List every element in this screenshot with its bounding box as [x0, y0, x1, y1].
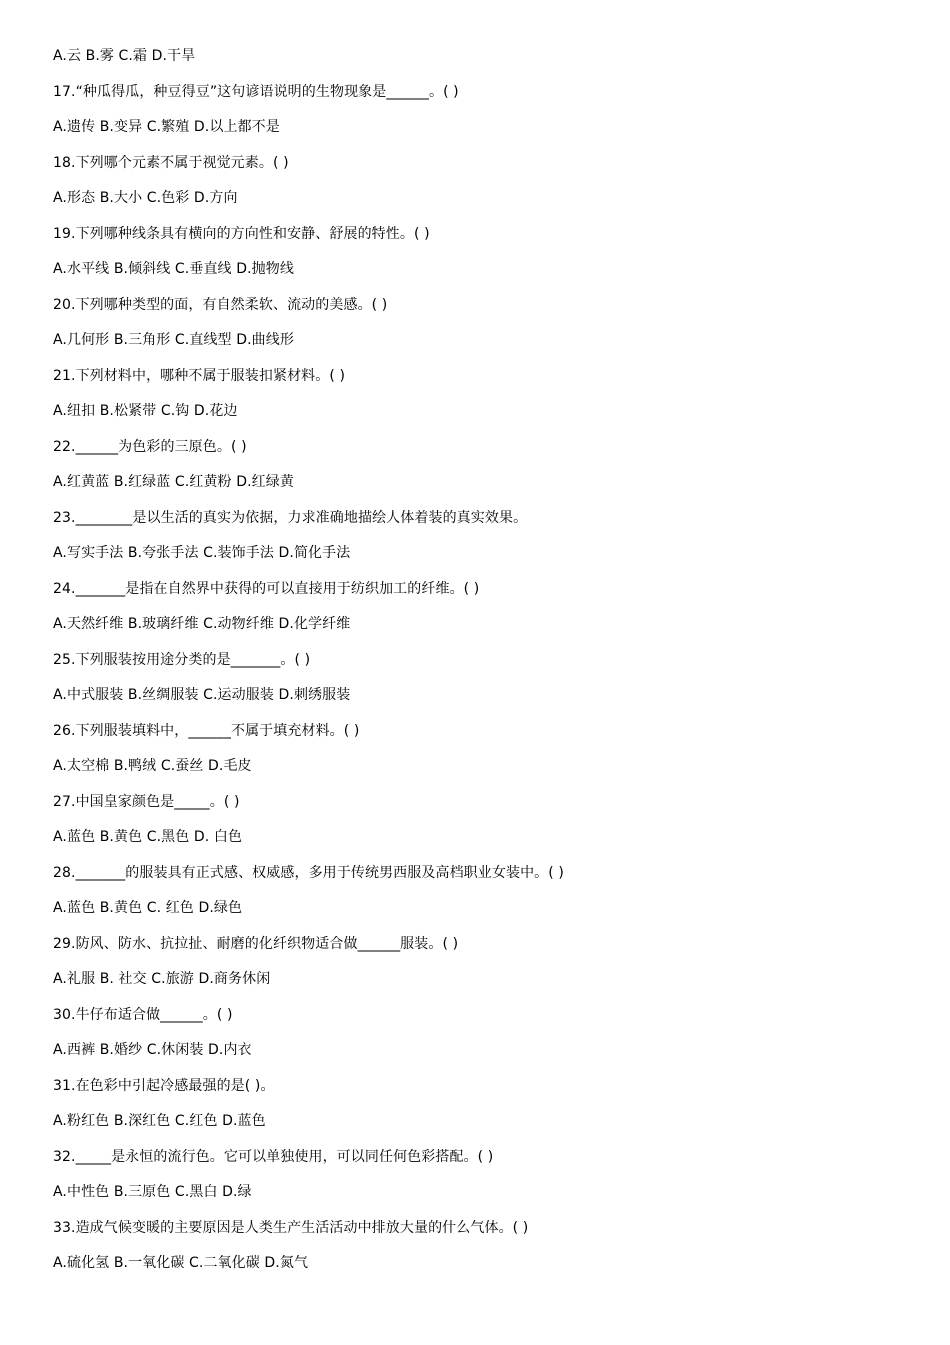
question-text: 33.造成气候变暖的主要原因是人类生产生活活动中排放大量的什么气体。( )	[53, 1219, 529, 1236]
answer-options: A.纽扣 B.松紧带 C.钩 D.花边	[53, 403, 238, 419]
answer-options: A.蓝色 B.黄色 C. 红色 D.绿色	[53, 900, 243, 916]
question-text: 17.“种瓜得瓜，种豆得豆”这句谚语说明的生物现象是______。( )	[53, 83, 459, 100]
answer-options: A.写实手法 B.夸张手法 C.装饰手法 D.简化手法	[53, 545, 351, 561]
answer-options: A.红黄蓝 B.红绿蓝 C.红黄粉 D.红绿黄	[53, 474, 294, 490]
question-text: 18.下列哪个元素不属于视觉元素。( )	[53, 154, 289, 171]
exam-page-content	[53, 44, 913, 1287]
question-text: 29.防风、防水、抗拉扯、耐磨的化纤织物适合做______服装。( )	[53, 935, 459, 952]
answer-options: A.硫化氢 B.一氧化碳 C.二氧化碳 D.氮气	[53, 1255, 309, 1271]
question-text: 25.下列服装按用途分类的是_______。( )	[53, 651, 311, 668]
answer-options: A.几何形 B.三角形 C.直线型 D.曲线形	[53, 332, 294, 348]
answer-options: A.中式服装 B.丝绸服装 C.运动服装 D.刺绣服装	[53, 687, 351, 703]
answer-options: A.礼服 B. 社交 C.旅游 D.商务休闲	[53, 971, 271, 987]
answer-options: A.遗传 B.变异 C.繁殖 D.以上都不是	[53, 119, 280, 135]
question-text: 30.牛仔布适合做______。( )	[53, 1006, 233, 1023]
answer-options: A.粉红色 B.深红色 C.红色 D.蓝色	[53, 1113, 266, 1129]
question-text: 26.下列服装填料中，______不属于填充材料。( )	[53, 722, 360, 739]
answer-options: A.太空棉 B.鸭绒 C.蚕丝 D.毛皮	[53, 758, 252, 774]
answer-options: A.形态 B.大小 C.色彩 D.方向	[53, 190, 238, 206]
answer-options: A.水平线 B.倾斜线 C.垂直线 D.抛物线	[53, 261, 294, 277]
question-text: 32._____是永恒的流行色。它可以单独使用，可以同任何色彩搭配。( )	[53, 1148, 494, 1165]
question-text: 19.下列哪种线条具有横向的方向性和安静、舒展的特性。( )	[53, 225, 430, 242]
question-text: 27.中国皇家颜色是_____。( )	[53, 793, 240, 810]
question-text: 23.________是以生活的真实为依据，力求准确地描绘人体着装的真实效果。	[53, 509, 528, 526]
answer-options: A.西裤 B.婚纱 C.休闲装 D.内衣	[53, 1042, 252, 1058]
question-text: 21.下列材料中，哪种不属于服装扣紧材料。( )	[53, 367, 346, 384]
question-text: 24._______是指在自然界中获得的可以直接用于纺织加工的纤维。( )	[53, 580, 480, 597]
question-text: 20.下列哪种类型的面，有自然柔软、流动的美感。( )	[53, 296, 388, 313]
question-text: 22.______为色彩的三原色。( )	[53, 438, 247, 455]
question-text: 28._______的服装具有正式感、权威感，多用于传统男西服及高档职业女装中。( )	[53, 864, 564, 881]
answer-options: A.中性色 B.三原色 C.黑白 D.绿	[53, 1184, 252, 1200]
answer-options: A.蓝色 B.黄色 C.黑色 D. 白色	[53, 829, 243, 845]
answer-options: A.云 B.雾 C.霜 D.干旱	[53, 48, 196, 64]
question-text: 31.在色彩中引起冷感最强的是( )。	[53, 1077, 275, 1094]
answer-options: A.天然纤维 B.玻璃纤维 C.动物纤维 D.化学纤维	[53, 616, 351, 632]
